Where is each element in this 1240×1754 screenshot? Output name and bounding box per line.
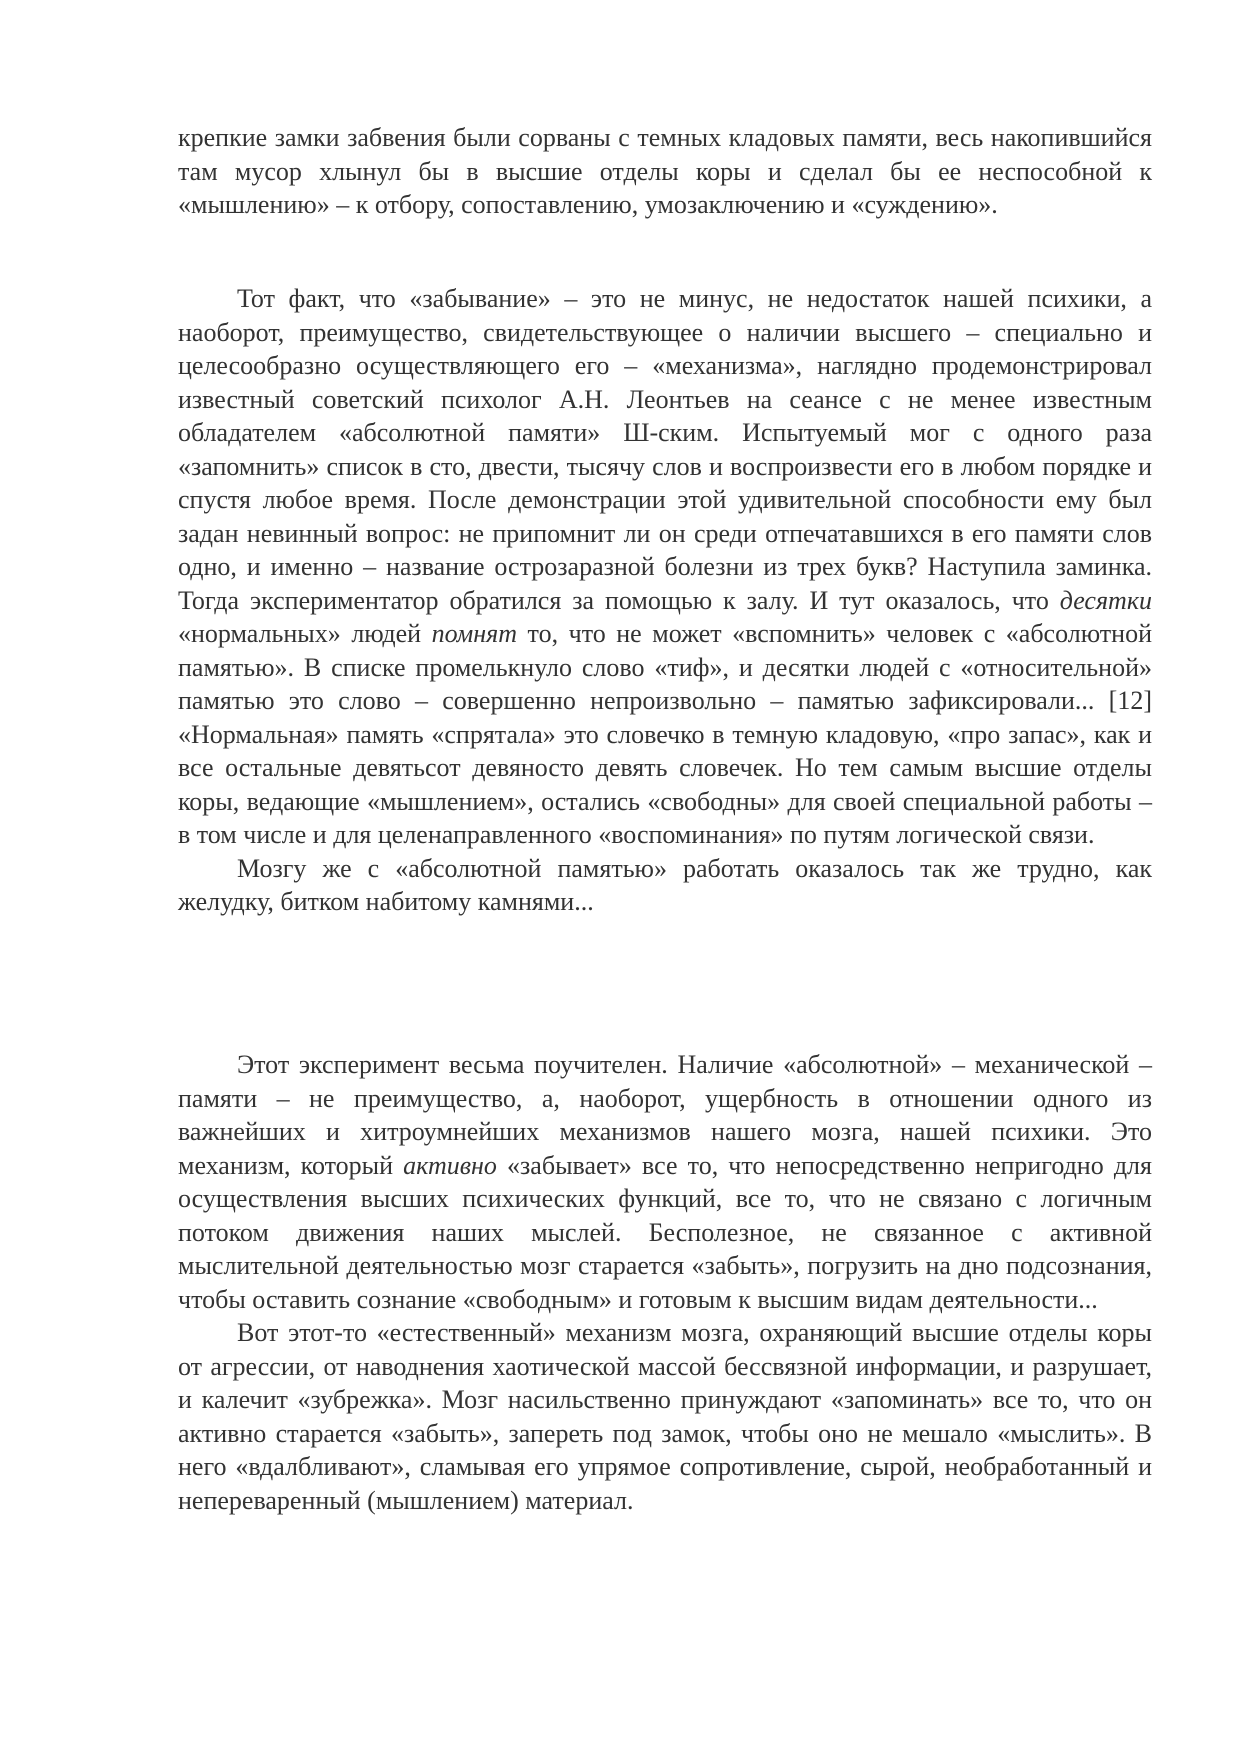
paragraph-continuation <box>178 121 1152 222</box>
paragraph-1: крепкие замки забвения были сорваны с темных кладовых памяти, весь накопившийся там мусор хлынул бы в высшие отделы коры и сделал бы ее неспособной к «мышлению» – к отбору, сопоставлению, умозаключению и «суждению». <box>178 123 1152 219</box>
paragraph-2-text-c: то, что не может «вспомнить» человек с «абсолютной памятью». В списке промелькнуло слово «тиф», и десятки людей с «относительной» памятью это слово – совершенно непроизвольно – памятью зафиксировали... [12] «Нормальная» память «спрятала» это словечко в темную кладовую, «про запас», как и все остальные девятьсот девяносто девять словечек. Но тем самым высшие отделы коры, ведающие «мышлением», остались «свободны» для своей специальной работы – в том числе и для целенаправленного «воспоминания» по путям логической связи. <box>178 619 1152 849</box>
paragraph-4 <box>178 1048 1152 1316</box>
paragraph-group-conclusion <box>178 1048 1152 1517</box>
paragraph-5: Вот этот-то «естественный» механизм мозга, охраняющий высшие отделы коры от агрессии, от наводнения хаотической массой бессвязной информации, и разрушает, и калечит «зубрежка». Мозг насильственно принуждают «запоминать» все то, что он активно старается «забыть», запереть под замок, чтобы оно не мешало «мыслить». В него «вдалбливают», сламывая его упрямое сопротивление, сырой, необработанный и непереваренный (мышлением) материал. <box>178 1318 1152 1515</box>
paragraph-2-text-b: «нормальных» людей <box>178 619 432 648</box>
paragraph-group-experiment <box>178 282 1152 919</box>
paragraph-2-emphasis-a: десятки <box>1059 585 1152 615</box>
paragraph-4-text-b: «забывает» все то, что непосредственно непригодно для осуществления высших психических функций, все то, что не связано с логичным потоком движения наших мыслей. Бесполезное, не связанное с активной мыслительной деятельностью мозг старается «забыть», погрузить на дно подсознания, чтобы оставить сознание «свободным» и готовым к высшим видам деятельности... <box>178 1150 1152 1314</box>
paragraph-2 <box>178 282 1152 852</box>
paragraph-4-emphasis: активно <box>403 1150 497 1180</box>
paragraph-2-text-a: Тот факт, что «забывание» – это не минус, не недостаток нашей психики, а наоборот, преимущество, свидетельствующее о наличии высшего – специально и целесообразно осуществляющего его – «механизма», наглядно продемонстрировал известный советский психолог А.Н. Леонтьев на сеансе с не менее известным обладателем «абсолютной памяти» Ш-ским. Испытуемый мог с одного раза «запомнить» список в сто, двести, тысячу слов и воспроизвести его в любом порядке и спустя любое время. После демонстрации этой удивительной способности ему был задан невинный вопрос: не припомнит ли он среди отпечатавшихся в его памяти слов одно, и именно – название острозаразной болезни из трех букв? Наступила заминка. Тогда экспериментатор обратился за помощью к залу. И тут оказалось, что <box>178 284 1152 615</box>
paragraph-2-emphasis-b: помнят <box>431 619 518 648</box>
paragraph-4-text-a: Этот эксперимент весьма поучителен. Наличие «абсолютной» – механической – памяти – не преимущество, а, наоборот, ущербность в отношении одного из важнейших и хитроумнейших механизмов нашего мозга, нашей психики. Это механизм, который <box>178 1050 1152 1180</box>
paragraph-3: Мозгу же с «абсолютной памятью» работать оказалось так же трудно, как желудку, битком набитому камнями... <box>178 853 1152 916</box>
